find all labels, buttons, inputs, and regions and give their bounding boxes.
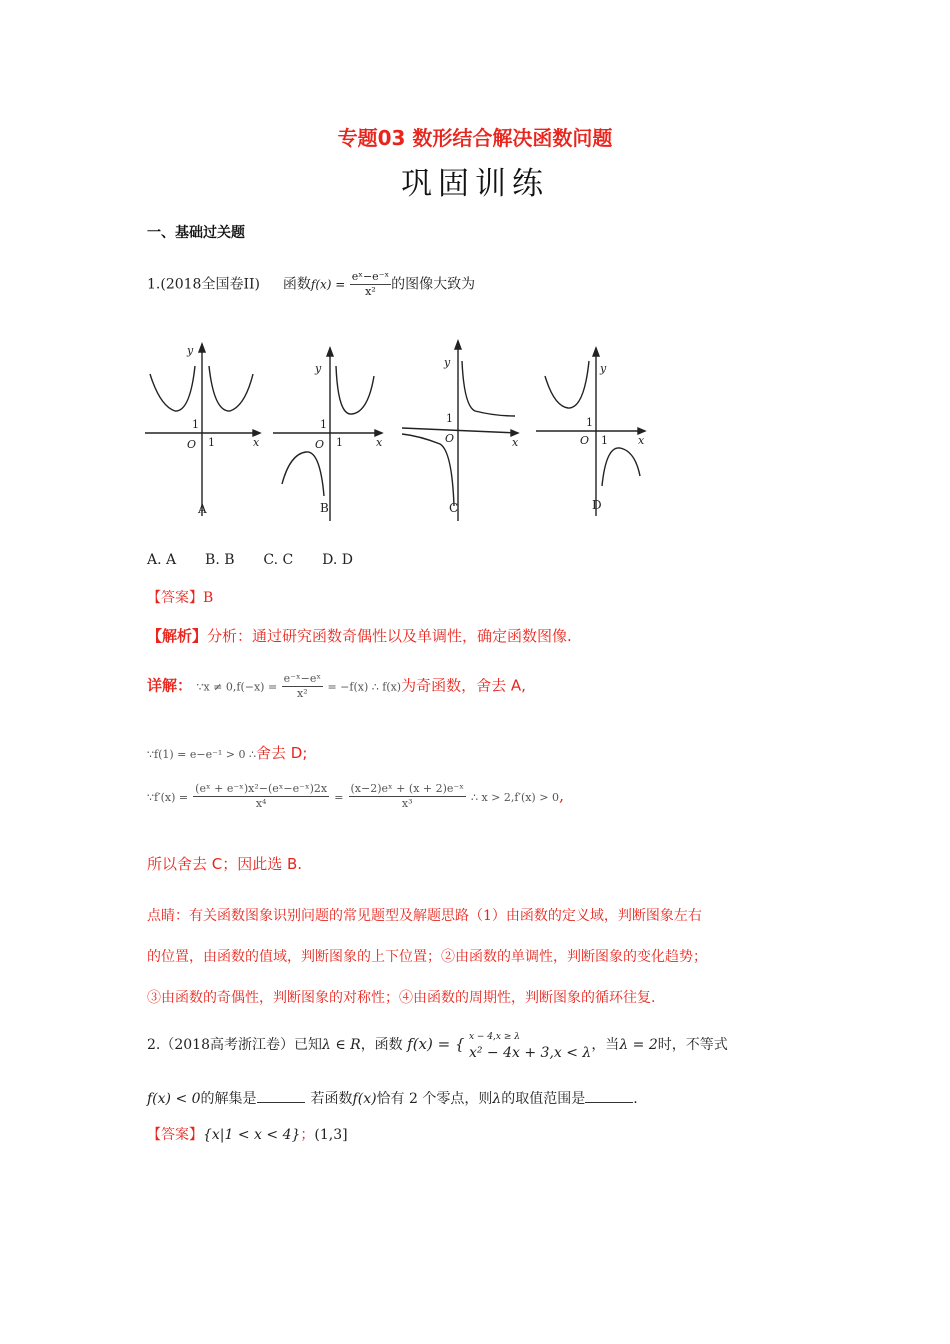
q1-detail-1-den: x²: [297, 687, 308, 700]
q1-analysis: [147, 625, 572, 646]
question-2-line-2: [147, 1088, 638, 1108]
graph-d-origin-label: O: [580, 434, 590, 447]
graph-label-d: D: [592, 498, 602, 512]
q1-detail-1c: 为奇函数，舍去 A,: [401, 676, 526, 695]
graph-c-y-label: y: [444, 356, 451, 369]
q2-line2-b: 的解集是: [200, 1091, 257, 1107]
q2-mid1: ，函数: [360, 1037, 403, 1053]
q1-tip-line-2: 的位置，由函数的值域，判断图象的上下位置；②由函数的单调性，判断图象的变化趋势；: [147, 949, 707, 965]
q2-source: 2.（2018高考浙江卷）已知: [147, 1037, 322, 1053]
question-1: [147, 270, 475, 299]
option-c[interactable]: C. C: [263, 552, 294, 568]
q2-answer-tag: 【答案】: [147, 1127, 203, 1143]
q2-lambda-3: λ: [492, 1091, 502, 1107]
graph-a: [145, 344, 260, 516]
q1-detail-3-num-2: (x−2)eˣ + (x + 2)e⁻ˣ: [350, 782, 464, 795]
graph-d-x-label: x: [638, 434, 645, 447]
q2-line2-c: 若函数: [310, 1091, 353, 1107]
graph-d-y-label: y: [600, 362, 607, 375]
q2-line2-h: .: [633, 1091, 638, 1107]
q2-answer-2: (1,3]: [314, 1127, 348, 1143]
q1-detail-1-num: e⁻ˣ−eˣ: [283, 672, 321, 685]
option-b[interactable]: B. B: [205, 552, 235, 568]
q2-lambda: λ ∈ R: [322, 1037, 361, 1053]
q1-numerator: eˣ−e⁻ˣ: [351, 270, 390, 283]
q1-analysis-text: 分析：通过研究函数奇偶性以及单调性，确定函数图像.: [207, 627, 572, 645]
q1-detail-3a: ∵f′(x) =: [147, 791, 189, 804]
graph-a-y-label: y: [187, 344, 194, 357]
q1-detail-3: [147, 782, 564, 811]
q1-detail-3-den-2: x³: [401, 797, 413, 810]
page-subtitle: 巩固训练: [401, 166, 549, 202]
option-a[interactable]: A. A: [147, 552, 177, 568]
q1-answer-tag: 【答案】: [147, 590, 203, 606]
graph-a-x-label: x: [253, 436, 260, 449]
q2-fx: f(x): [352, 1091, 377, 1107]
q1-detail-1-fraction: [282, 672, 323, 701]
graph-b: [273, 348, 382, 521]
q2-end1: 时，不等式: [657, 1037, 728, 1053]
q1-suffix: 的图像大致为: [391, 276, 476, 293]
q2-answer-sep: ；: [300, 1127, 315, 1143]
q1-detail-2b: 舍去 D;: [256, 744, 308, 762]
graph-a-origin-label: O: [187, 438, 197, 451]
q2-function: f(x) = {: [407, 1035, 465, 1053]
graph-c-one-y: 1: [446, 412, 453, 425]
graph-c: [402, 341, 518, 521]
graph-d-one-x: 1: [601, 434, 608, 447]
graph-a-one-x: 1: [208, 436, 215, 449]
graph-b-origin-label: O: [315, 438, 325, 451]
q2-case-2: x² − 4x + 3,x < λ: [468, 1045, 592, 1061]
q1-options: [147, 552, 353, 568]
q1-detail-3-fraction-2: [349, 782, 466, 811]
graph-c-origin-label: O: [445, 432, 455, 445]
q1-detail-3-fraction-1: [193, 782, 329, 811]
q1-answer-value: B: [203, 590, 214, 606]
graph-b-one-y: 1: [320, 418, 327, 431]
q1-func: f(x) =: [310, 277, 346, 292]
q1-detail-1a: ∵x ≠ 0,f(−x) =: [196, 680, 278, 694]
q2-blank-2[interactable]: [585, 1088, 633, 1103]
q1-detail-1b: = −f(x) ∴ f(x): [327, 680, 402, 694]
q2-cases: [469, 1030, 591, 1060]
graph-label-c: C: [449, 501, 459, 515]
question-2: [147, 1030, 728, 1060]
q1-detail-tag: 详解：: [147, 676, 193, 695]
q1-detail-3b: ∴ x > 2,f′(x) > 0: [470, 791, 559, 804]
q1-detail-2: [147, 742, 307, 763]
function-graphs: [140, 336, 660, 526]
q2-ineq: f(x) < 0: [147, 1091, 201, 1107]
q1-detail-3-den-1: x⁴: [255, 797, 267, 810]
graph-b-x-label: x: [376, 436, 383, 449]
q1-source: 1.(2018全国卷II): [147, 276, 260, 293]
q1-analysis-tag: 【解析】: [147, 627, 208, 645]
q1-tip-line-1: 点睛：有关函数图象识别问题的常见题型及解题思路（1）由函数的定义域，判断图象左右: [147, 908, 702, 924]
q2-line2-g: 的取值范围是: [501, 1091, 586, 1107]
graph-b-one-x: 1: [336, 436, 343, 449]
q1-prefix: 函数: [282, 276, 311, 293]
graph-d-one-y: 1: [586, 416, 593, 429]
graph-label-b: B: [320, 501, 329, 515]
graph-c-x-label: x: [512, 436, 519, 449]
q1-detail-3c: ,: [558, 786, 565, 805]
q1-detail-1: [147, 672, 526, 701]
q1-detail-3-eq: =: [334, 791, 344, 804]
graph-label-a: A: [198, 502, 207, 516]
option-d[interactable]: D. D: [322, 552, 354, 568]
q2-answer: [147, 1124, 348, 1144]
q2-blank-1[interactable]: [257, 1088, 305, 1103]
q1-detail-2a: ∵f(1) = e−e⁻¹ > 0 ∴: [147, 748, 257, 761]
page-title: 专题03 数形结合解决函数问题: [337, 126, 613, 150]
q2-mid2: ，当: [591, 1037, 620, 1053]
q2-case-1: x − 4,x ≥ λ: [468, 1032, 520, 1042]
section-heading: 一、基础过关题: [147, 225, 245, 241]
q2-answer-1: {x|1 < x < 4}: [203, 1127, 301, 1143]
q2-line2-e: 恰有 2 个零点，则: [376, 1091, 493, 1107]
q1-tip-line-3: ③由函数的奇偶性，判断图象的对称性；④由函数的周期性，判断图象的循环往复.: [147, 990, 656, 1006]
q1-fraction: [350, 270, 391, 299]
q2-lambda-2: λ = 2: [619, 1037, 658, 1053]
graph-b-y-label: y: [315, 362, 322, 375]
q1-denominator: x²: [365, 285, 376, 298]
graph-a-one-y: 1: [192, 418, 199, 431]
graph-d: [536, 348, 645, 516]
q1-detail-3-num-1: (eˣ + e⁻ˣ)x²−(eˣ−e⁻ˣ)2x: [195, 782, 328, 795]
q1-answer: [147, 587, 213, 607]
q1-conclusion: 所以舍去 C；因此选 B.: [147, 855, 303, 873]
